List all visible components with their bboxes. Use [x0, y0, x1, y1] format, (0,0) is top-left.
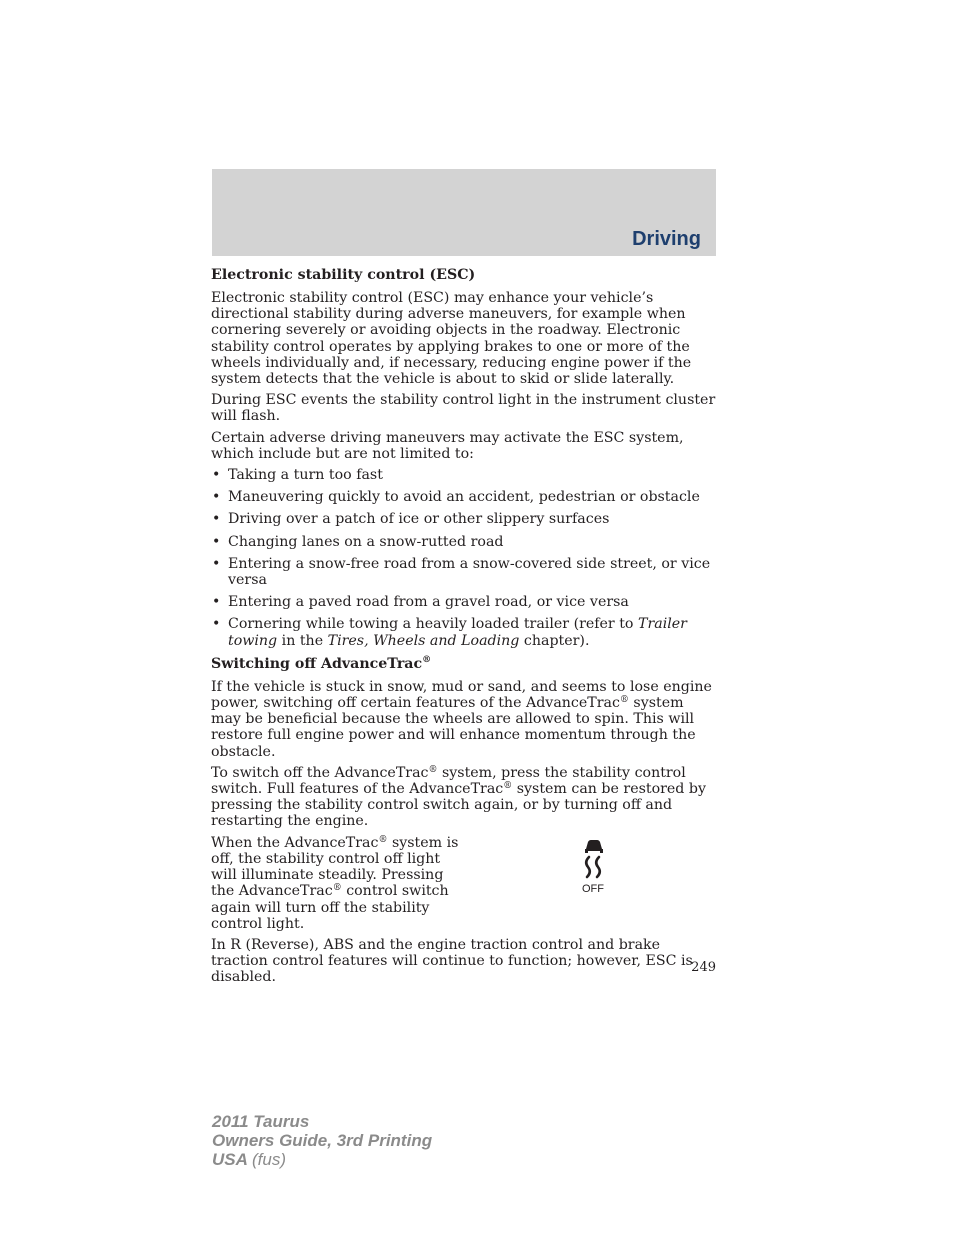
footer-model: 2011 Taurus	[212, 1112, 310, 1131]
list-item: • Entering a paved road from a gravel road, or vice versa	[212, 594, 629, 611]
list-item: • Taking a turn too fast	[212, 467, 383, 484]
esc-heading: Electronic stability control (ESC)	[211, 267, 476, 283]
footer-guide: Owners Guide, 3rd Printing	[212, 1131, 433, 1150]
list-item: • Cornering while towing a heavily loaded trailer (refer to Trailer towing in the Tires, Wheels and Loading chapter).	[212, 616, 687, 649]
section-title: Driving	[632, 228, 701, 250]
list-item: • Driving over a patch of ice or other slippery surfaces	[212, 511, 610, 528]
advancetrac-heading: Switching off AdvanceTrac®	[211, 654, 432, 672]
advancetrac-paragraph-1: If the vehicle is stuck in snow, mud or sand, and seems to lose engine power, switching off certain features of the AdvanceTrac® system may be beneficial because the wheels are allowed to spin. This will restore full engine power and will enhance momentum through the obstacle.	[211, 678, 712, 760]
section-header-band	[212, 169, 716, 256]
esc-paragraph-2: During ESC events the stability control light in the instrument cluster will flash.	[211, 392, 716, 425]
page-content	[211, 266, 717, 991]
stability-control-off-icon	[577, 839, 611, 895]
footer-region: USA (fus)	[212, 1150, 286, 1169]
tires-chapter-ref: Tires, Wheels and Loading	[327, 632, 520, 649]
trailer-towing-ref: Trailer towing	[228, 616, 687, 649]
esc-paragraph-3: Certain adverse driving maneuvers may activate the ESC system, which include but are not limited to:	[211, 429, 684, 462]
list-item: • Changing lanes on a snow-rutted road	[212, 533, 504, 550]
advancetrac-paragraph-4: In R (Reverse), ABS and the engine traction control and brake traction control features will continue to function; however, ESC is disabled.	[211, 936, 693, 986]
maneuver-list	[211, 467, 717, 649]
advancetrac-paragraph-2: To switch off the AdvanceTrac® system, press the stability control switch. Full features of the AdvanceTrac® system can be restored by pressing the stability control switch again, or by turning off and restarting the engine.	[211, 764, 706, 830]
list-item: • Entering a snow-free road from a snow-covered side street, or vice versa	[212, 555, 711, 589]
footer	[212, 1112, 432, 1169]
off-light-block	[211, 835, 717, 932]
advancetrac-paragraph-3: When the AdvanceTrac® system is off, the stability control off light will illuminate steadily. Pressing the AdvanceTrac® control switch again will turn off the stability control light.	[211, 834, 459, 932]
off-label: OFF	[582, 882, 604, 895]
page-number: 249	[691, 960, 716, 975]
list-item: • Maneuvering quickly to avoid an accident, pedestrian or obstacle	[212, 489, 700, 506]
esc-paragraph-1: Electronic stability control (ESC) may enhance your vehicle’s directional stability during adverse maneuvers, for example when cornering severely or avoiding objects in the roadway. Electronic stability control operates by applying brakes to one or more of the wheels individually and, if necessary, reducing engine power if the system detects that the vehicle is about to skid or slide laterally.	[211, 290, 692, 388]
